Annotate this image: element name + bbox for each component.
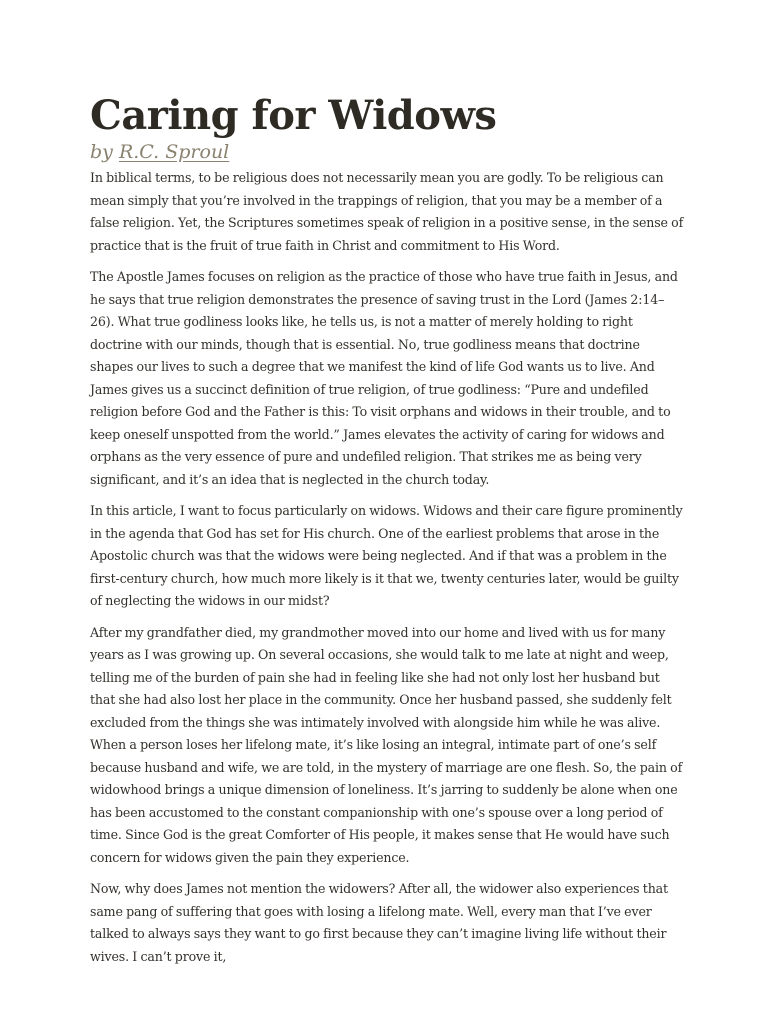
byline (90, 140, 684, 164)
paragraph-1: In biblical terms, to be religious does not necessarily mean you are godly. To be religious can mean simply that you’re involved in the trappings of religion, that you may be a member of a false religion. Yet, the Scriptures sometimes speak of religion in a positive sense, in the sense of practice that is the fruit of true faith in Christ and commitment to His Word. (90, 170, 684, 253)
author-link[interactable]: R.C. Sproul (118, 141, 230, 163)
paragraph-2: The Apostle James focuses on religion as the practice of those who have true faith in Jesus, and he says that true religion demonstrates the presence of saving trust in the Lord (James 2:14–26). What true godliness looks like, he tells us, is not a matter of merely holding to right doctrine with our minds, though that is essential. No, true godliness means that doctrine shapes our lives to such a degree that we manifest the kind of life God wants us to live. And James gives us a succinct definition of true religion, of true godliness: “Pure and undefiled religion before God and the Father is this: To visit orphans and widows in their trouble, and to keep oneself unspotted from the world.” James elevates the activity of caring for widows and orphans as the very essence of pure and undefiled religion. That strikes me as being very significant, and it’s an idea that is neglected in the church today. (90, 269, 678, 487)
paragraph-3: In this article, I want to focus particularly on widows. Widows and their care figure prominently in the agenda that God has set for His church. One of the earliest problems that arose in the Apostolic church was that the widows were being neglected. And if that was a problem in the first-century church, how much more likely is it that we, twenty centuries later, would be guilty of neglecting the widows in our midst? (90, 503, 683, 608)
article (90, 92, 684, 977)
byline-prefix: by (90, 141, 113, 163)
paragraph-5: Now, why does James not mention the widowers? After all, the widower also experiences that same pang of suffering that goes with losing a lifelong mate. Well, every man that I’ve ever talked to always says they want to go first because they can’t imagine living life without their wives. I can’t prove it, (90, 881, 668, 964)
paragraph-4: After my grandfather died, my grandmother moved into our home and lived with us for many years as I was growing up. On several occasions, she would talk to me late at night and weep, telling me of the burden of pain she had in feeling like she had not only lost her husband but that she had also lost her place in the community. Once her husband passed, she suddenly felt excluded from the things she was intimately involved with alongside him while he was alive. When a person loses her lifelong mate, it’s like losing an integral, intimate part of one’s self because husband and wife, we are told, in the mystery of marriage are one flesh. So, the pain of widowhood brings a unique dimension of loneliness. It’s jarring to suddenly be alone when one has been accustomed to the constant companionship with one’s spouse over a long period of time. Since God is the great Comforter of His people, it makes sense that He would have such concern for widows given the pain they experience. (90, 624, 683, 865)
article-title: Caring for Widows (90, 92, 497, 139)
